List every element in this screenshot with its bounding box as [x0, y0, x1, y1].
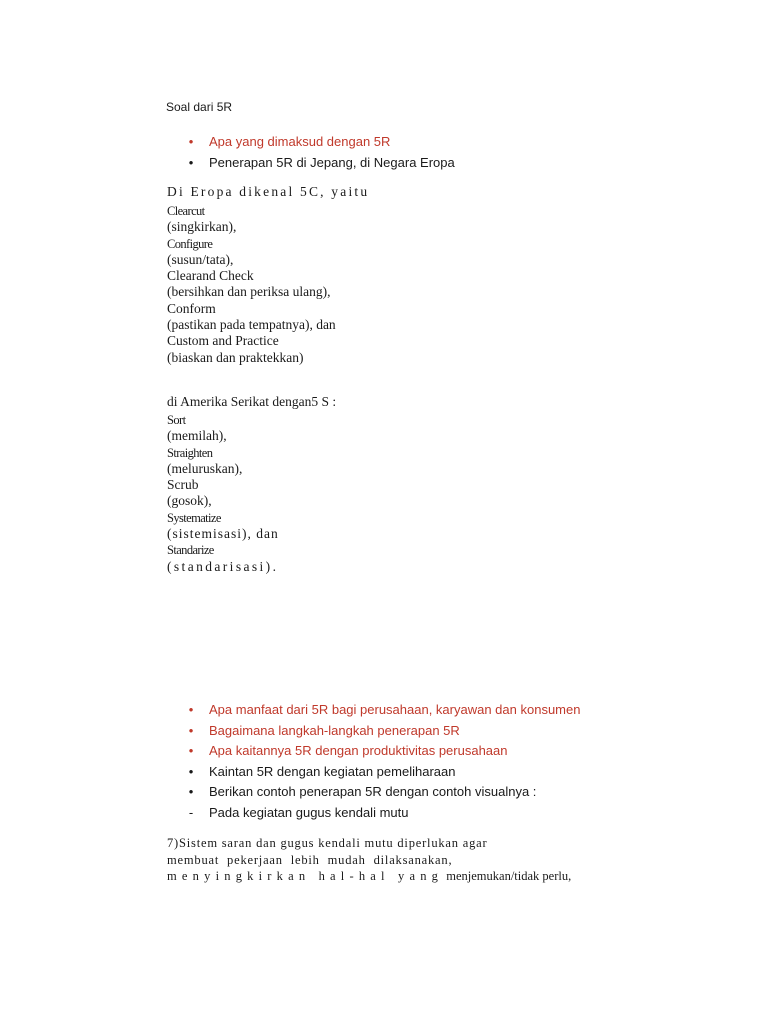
amerika-translation: (sistemisasi), dan [167, 526, 279, 542]
paragraph-line [167, 868, 571, 885]
list-item [186, 782, 580, 803]
amerika-term: Straighten [167, 445, 213, 460]
amerika-translation: (meluruskan), [167, 460, 243, 476]
top-bullet-list [186, 132, 455, 173]
bullet-marker: • [188, 702, 194, 717]
amerika-translation: (standarisasi). [167, 558, 279, 574]
list-item-text: Apa yang dimaksud dengan 5R [209, 134, 391, 149]
list-item [186, 803, 580, 824]
eropa-intro: Di Eropa dikenal 5C, yaitu [167, 184, 370, 199]
eropa-term: Clearcut [167, 204, 205, 218]
amerika-intro: di Amerika Serikat dengan5 S : [167, 394, 337, 409]
list-item-text: Penerapan 5R di Jepang, di Negara Eropa [209, 154, 455, 170]
list-item [186, 700, 580, 721]
list-item-text: Pada kegiatan gugus kendali mutu [209, 804, 409, 820]
eropa-translation: (susun/tata), [167, 251, 234, 267]
paragraph-text: menjemukan/tidak perlu, [446, 869, 572, 883]
dash-marker: - [188, 804, 194, 820]
amerika-term: Standarize [167, 543, 214, 558]
paragraph-line-text: membuat pekerjaan lebih mudah dilaksanakan, [167, 852, 453, 867]
eropa-term: Configure [167, 236, 213, 251]
bullet-marker: • [188, 154, 194, 170]
amerika-list [167, 412, 279, 575]
amerika-term: Systematize [167, 510, 221, 525]
list-item-text: Bagaimana langkah-langkah penerapan 5R [209, 722, 460, 738]
bullet-marker: • [188, 743, 194, 758]
amerika-term: Scrub [167, 477, 199, 493]
eropa-translation: (pastikan pada tempatnya), dan [167, 317, 336, 333]
paragraph-7 [167, 835, 571, 885]
paragraph-line: 7)Sistem saran dan gugus kendali mutu diperlukan agar [167, 836, 488, 850]
eropa-list [167, 203, 336, 366]
paragraph-line [167, 852, 571, 869]
eropa-translation: (biaskan dan praktekkan) [167, 349, 304, 365]
eropa-term: Clearand Check [167, 268, 254, 284]
list-item-text: Apa manfaat dari 5R bagi perusahaan, karyawan dan konsumen [209, 702, 581, 717]
eropa-term: Custom and Practice [167, 333, 279, 349]
list-item [186, 741, 580, 762]
paragraph-spaced-text: menyingkirkan hal-hal yang [167, 869, 444, 883]
bullet-marker: • [188, 722, 194, 738]
list-item-text: Berikan contoh penerapan 5R dengan contoh visualnya : [209, 784, 537, 799]
eropa-translation: (bersihkan dan periksa ulang), [167, 284, 331, 300]
amerika-translation: (memilah), [167, 428, 227, 444]
bullet-marker: • [188, 134, 194, 149]
list-item-text: Kaintan 5R dengan kegiatan pemeliharaan [209, 763, 456, 779]
page-heading: Soal dari 5R [166, 100, 233, 114]
bottom-bullet-list [186, 700, 580, 823]
list-item [186, 762, 580, 783]
list-item [186, 153, 455, 174]
eropa-translation: (singkirkan), [167, 219, 237, 235]
list-item-text: Apa kaitannya 5R dengan produktivitas perusahaan [209, 743, 508, 758]
list-item [186, 132, 455, 153]
amerika-term: Sort [167, 413, 186, 427]
amerika-translation: (gosok), [167, 493, 212, 509]
list-item [186, 721, 580, 742]
bullet-marker: • [188, 763, 194, 779]
eropa-term: Conform [167, 300, 216, 316]
bullet-marker: • [188, 784, 194, 799]
